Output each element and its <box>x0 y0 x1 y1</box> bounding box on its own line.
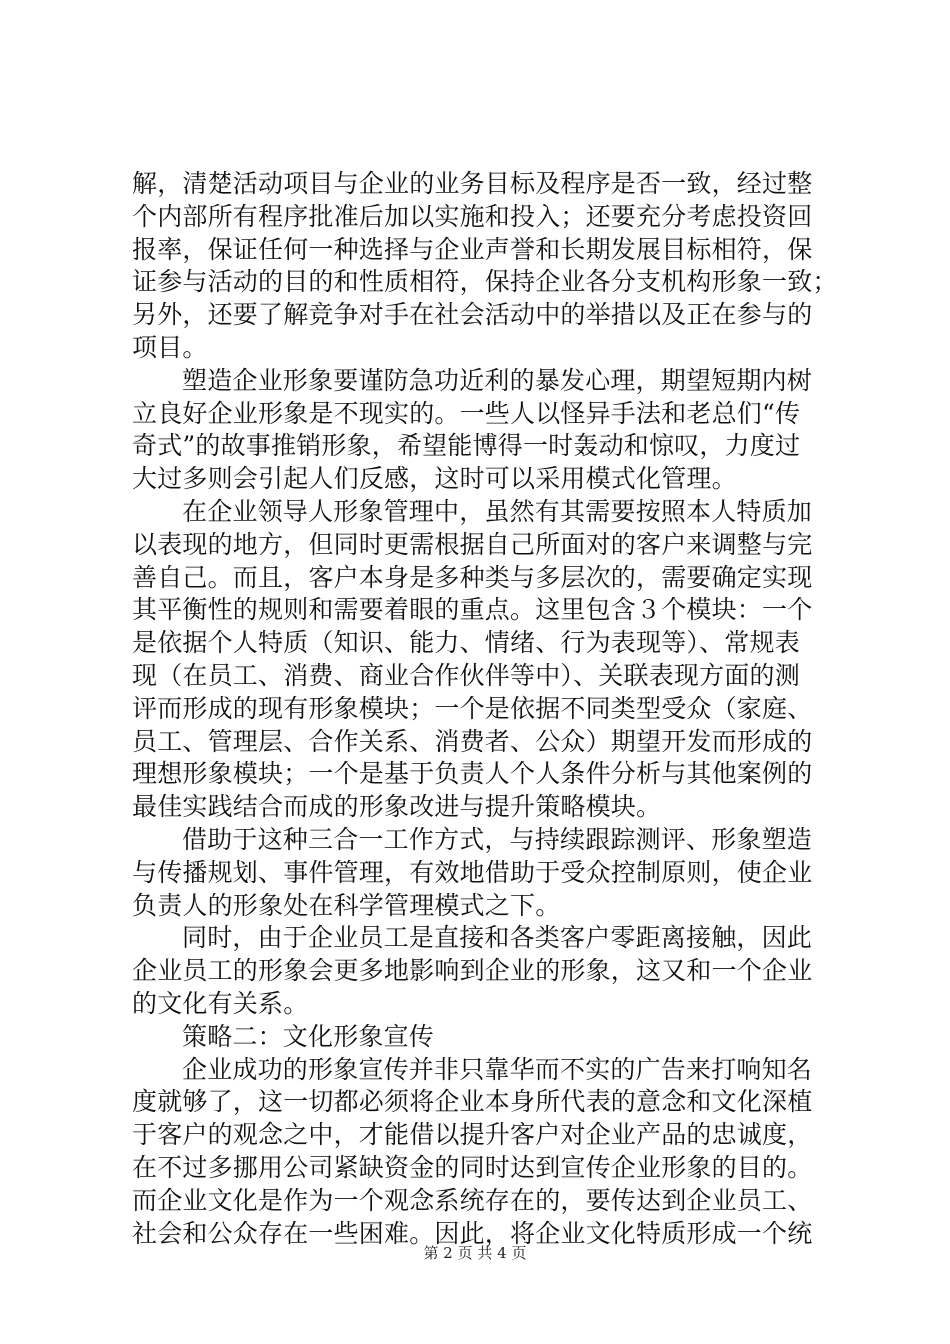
text-line: 理想形象模块；一个是基于负责人个人条件分析与其他案例的 <box>132 759 813 789</box>
text-line: 以表现的地方，但同时更需根据自己所面对的客户来调整与完 <box>132 529 813 559</box>
text-line: 善自己。而且，客户本身是多种类与多层次的，需要确定实现 <box>132 562 813 592</box>
section-heading: 策略二：文化形象宣传 <box>182 1021 435 1051</box>
text-line: 立良好企业形象是不现实的。一些人以怪异手法和老总们“传 <box>132 398 801 428</box>
text-line: 社会和公众存在一些困难。因此，将企业文化特质形成一个统 <box>132 1218 813 1248</box>
text-line: 而企业文化是作为一个观念系统存在的，要传达到企业员工、 <box>132 1185 813 1215</box>
text-line: 大过多则会引起人们反感，这时可以采用模式化管理。 <box>132 464 737 494</box>
text-line: 与传播规划、事件管理，有效地借助于受众控制原则，使企业 <box>132 857 813 887</box>
text-line: 证参与活动的目的和性质相符，保持企业各分支机构形象一致； <box>132 267 838 297</box>
text-line: 最佳实践结合而成的形象改进与提升策略模块。 <box>132 792 662 822</box>
text-line: 奇式”的故事推销形象，希望能博得一时轰动和惊叹，力度过 <box>132 431 801 461</box>
page-number-footer: 第 2 页 共 4 页 <box>423 1244 527 1262</box>
paragraph-first-line: 同时，由于企业员工是直接和各类客户零距离接触，因此 <box>182 923 813 953</box>
text-line: 员工、管理层、合作关系、消费者、公众）期望开发而形成的 <box>132 726 813 756</box>
text-line: 报率，保证任何一种选择与企业声誉和长期发展目标相符，保 <box>132 234 813 264</box>
text-line: 评而形成的现有形象模块；一个是依据不同类型受众（家庭、 <box>132 693 813 723</box>
text-line: 另外，还要了解竞争对手在社会活动中的举措以及正在参与的 <box>132 300 813 330</box>
paragraph-first-line: 借助于这种三合一工作方式，与持续跟踪测评、形象塑造 <box>182 824 813 854</box>
text-line: 于客户的观念之中，才能借以提升客户对企业产品的忠诚度， <box>132 1120 813 1150</box>
text-line: 在不过多挪用公司紧缺资金的同时达到宣传企业形象的目的。 <box>132 1152 813 1182</box>
text-line: 度就够了，这一切都必须将企业本身所代表的意念和文化深植 <box>132 1087 813 1117</box>
paragraph-first-line: 在企业领导人形象管理中，虽然有其需要按照本人特质加 <box>182 496 813 526</box>
paragraph-first-line: 企业成功的形象宣传并非只靠华而不实的广告来打响知名 <box>182 1054 813 1084</box>
text-line: 是依据个人特质（知识、能力、情绪、行为表现等）、常规表 <box>132 628 800 658</box>
document-body <box>132 168 838 1250</box>
text-line: 负责人的形象处在科学管理模式之下。 <box>132 890 561 920</box>
text-line: 现（在员工、消费、商业合作伙伴等中）、关联表现方面的测 <box>132 660 800 690</box>
text-line: 个内部所有程序批准后加以实施和投入；还要充分考虑投资回 <box>132 201 813 231</box>
paragraph-first-line: 塑造企业形象要谨防急功近利的暴发心理，期望短期内树 <box>182 365 813 395</box>
text-line: 的文化有关系。 <box>132 988 309 1018</box>
text-line: 项目。 <box>132 332 208 362</box>
text-line: 企业员工的形象会更多地影响到企业的形象，这又和一个企业 <box>132 956 813 986</box>
text-line: 解，清楚活动项目与企业的业务目标及程序是否一致，经过整 <box>132 169 813 198</box>
text-line: 其平衡性的规则和需要着眼的重点。这里包含３个模块：一个 <box>132 595 813 625</box>
